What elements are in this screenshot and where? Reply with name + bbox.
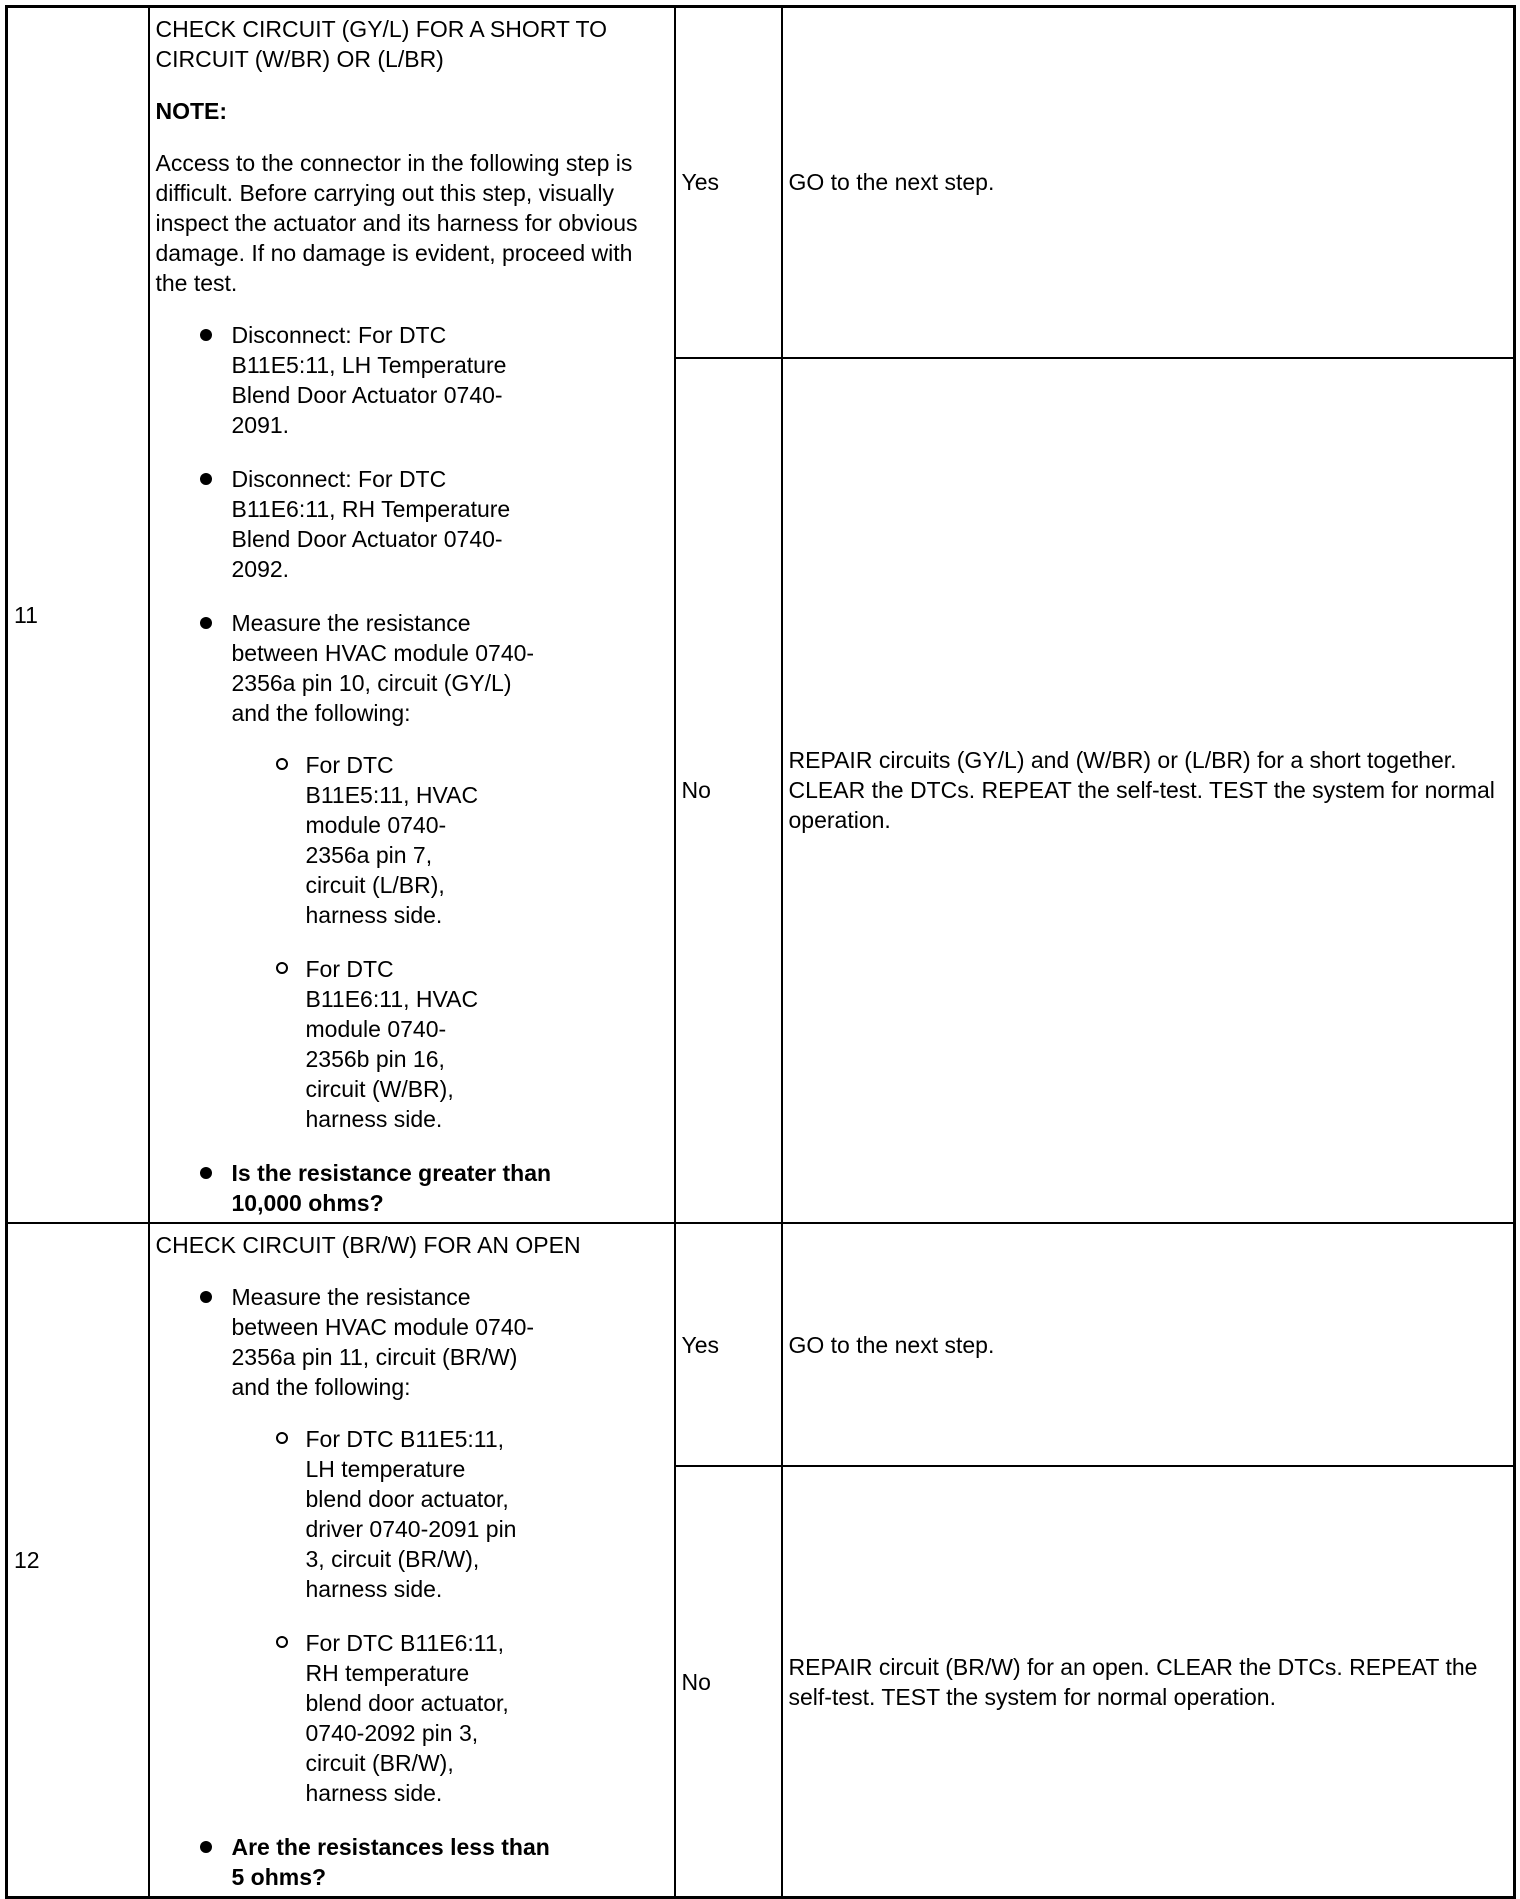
list-item xyxy=(156,608,552,1134)
step-number: 11 xyxy=(7,7,149,1224)
sub-bullet-icon xyxy=(276,962,288,974)
note-text: Access to the connector in the following step is difficult. Before carrying out this step, visually inspect the actuator and its harness for obvious damage. If no damage is evident, proceed with the test. xyxy=(155,150,638,296)
bullet-icon xyxy=(200,329,212,341)
no-label: No xyxy=(675,358,782,1223)
yes-label: Yes xyxy=(675,1223,782,1466)
sub-list-item xyxy=(232,1424,526,1604)
yes-action: GO to the next step. xyxy=(782,1223,1515,1466)
list-item xyxy=(156,464,552,584)
step-11-yes-row xyxy=(7,7,1515,358)
list-item xyxy=(156,1158,552,1218)
bullet-text: Disconnect: For DTC B11E5:11, LH Temperature Blend Door Actuator 0740-2091. xyxy=(231,322,507,438)
bullet-text: Disconnect: For DTC B11E6:11, RH Temperature Blend Door Actuator 0740-2092. xyxy=(231,466,511,582)
bullet-icon xyxy=(200,473,212,485)
sub-list-item xyxy=(232,1628,526,1808)
list-item xyxy=(156,1832,552,1892)
step-12-yes-row xyxy=(7,1223,1515,1466)
bullet-icon xyxy=(200,1291,212,1303)
no-action: REPAIR circuit (BR/W) for an open. CLEAR the DTCs. REPEAT the self-test. TEST the system for normal operation. xyxy=(782,1466,1515,1897)
sub-bullet-icon xyxy=(276,758,288,770)
bullet-text: Measure the resistance between HVAC module 0740-2356a pin 11, circuit (BR/W) and the following: xyxy=(231,1284,535,1400)
bullet-text: Measure the resistance between HVAC module 0740-2356a pin 10, circuit (GY/L) and the following: xyxy=(231,610,535,726)
bullet-icon xyxy=(200,1841,212,1853)
test-title: CHECK CIRCUIT (GY/L) FOR A SHORT TO CIRCUIT (W/BR) OR (L/BR) xyxy=(155,16,608,72)
sub-bullet-icon xyxy=(276,1636,288,1648)
list-item xyxy=(156,1282,552,1808)
question-text: Is the resistance greater than 10,000 ohms? xyxy=(231,1160,552,1216)
no-label: No xyxy=(675,1466,782,1897)
test-title: CHECK CIRCUIT (BR/W) FOR AN OPEN xyxy=(155,1232,581,1258)
bullet-icon xyxy=(200,1167,212,1179)
sub-list-item xyxy=(232,750,496,930)
yes-action: GO to the next step. xyxy=(782,7,1515,358)
diagnostic-procedure-table xyxy=(5,5,1516,1899)
no-action: REPAIR circuits (GY/L) and (W/BR) or (L/BR) for a short together. CLEAR the DTCs. REPEAT the self-test. TEST the system for normal operation. xyxy=(782,358,1515,1223)
question-text: Are the resistances less than 5 ohms? xyxy=(231,1834,550,1890)
list-item xyxy=(156,320,552,440)
sub-bullet-text: For DTC B11E6:11, RH temperature blend door actuator, 0740-2092 pin 3, circuit (BR/W), harness side. xyxy=(305,1630,509,1806)
sub-bullet-icon xyxy=(276,1432,288,1444)
sub-bullet-text: For DTC B11E6:11, HVAC module 0740-2356b pin 16, circuit (W/BR), harness side. xyxy=(305,956,479,1132)
procedure-list xyxy=(156,320,658,1218)
step-number: 12 xyxy=(7,1223,149,1898)
procedure-list xyxy=(156,1282,658,1892)
test-cell xyxy=(149,1223,675,1898)
sub-bullet-text: For DTC B11E5:11, HVAC module 0740-2356a pin 7, circuit (L/BR), harness side. xyxy=(305,752,479,928)
sub-list xyxy=(232,750,552,1134)
bullet-icon xyxy=(200,617,212,629)
sub-list-item xyxy=(232,954,496,1134)
sub-bullet-text: For DTC B11E5:11, LH temperature blend door actuator, driver 0740-2091 pin 3, circuit (BR/W), harness side. xyxy=(305,1426,517,1602)
yes-label: Yes xyxy=(675,7,782,358)
test-cell xyxy=(149,7,675,1224)
sub-list xyxy=(232,1424,552,1808)
note-heading: NOTE: xyxy=(155,98,228,124)
